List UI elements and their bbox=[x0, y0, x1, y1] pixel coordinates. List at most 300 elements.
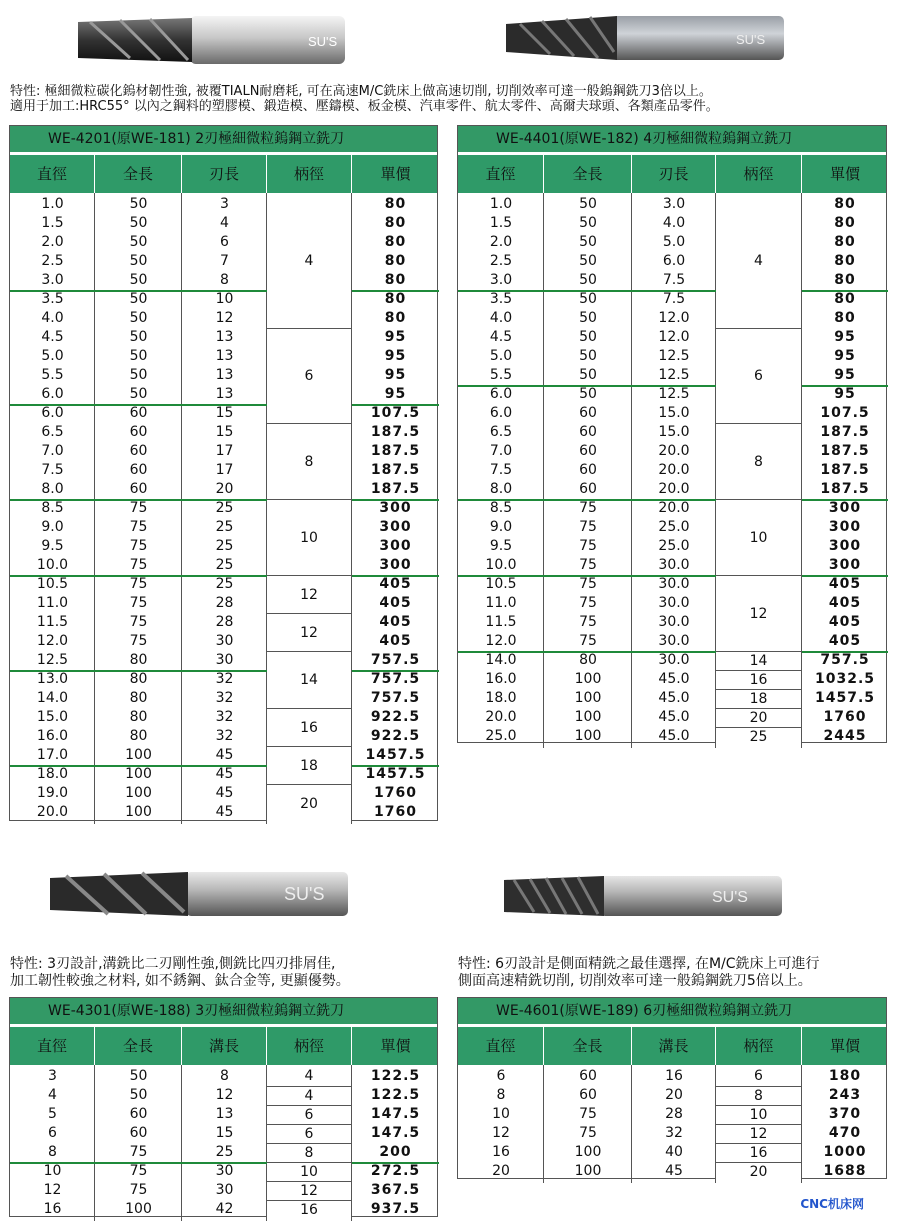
table-cell: 25 bbox=[215, 557, 234, 573]
table-cell: 32 bbox=[215, 671, 234, 687]
shank-cell: 16 bbox=[267, 1200, 351, 1220]
price-cell: 95 bbox=[384, 348, 407, 364]
table-cell: 75 bbox=[579, 614, 597, 630]
price-cell: 187.5 bbox=[370, 443, 421, 459]
price-cell: 80 bbox=[834, 215, 856, 231]
table-cell: 50 bbox=[579, 386, 597, 402]
table-title: WE-4401(原WE-182) 4刃極細微粒鎢鋼立銑刀 bbox=[458, 126, 886, 152]
table-cell: 45 bbox=[665, 1163, 683, 1179]
shank-cell: 10 bbox=[716, 499, 801, 576]
price-cell: 187.5 bbox=[820, 424, 870, 440]
table-cell: 1.0 bbox=[41, 196, 64, 212]
tool-image-2flute bbox=[70, 12, 350, 68]
table-header-row bbox=[10, 1024, 437, 1065]
table-cell: 11.0 bbox=[36, 595, 69, 611]
table-cell: 50 bbox=[129, 1087, 148, 1103]
table-cell: 8.5 bbox=[489, 500, 513, 516]
table-cell: 20 bbox=[492, 1163, 510, 1179]
table-cell: 16 bbox=[665, 1068, 683, 1084]
shank-cell: 8 bbox=[716, 1086, 801, 1106]
top-description bbox=[10, 84, 719, 114]
price-cell: 405 bbox=[828, 633, 862, 649]
table-cell: 13 bbox=[215, 1106, 234, 1122]
table-cell: 50 bbox=[129, 310, 148, 326]
table-header-row bbox=[10, 152, 437, 193]
table-cell: 7.5 bbox=[662, 291, 686, 307]
price-cell: 107.5 bbox=[820, 405, 870, 421]
price-cell: 80 bbox=[834, 253, 856, 269]
table-cell: 17.0 bbox=[36, 747, 69, 763]
table-cell: 2.5 bbox=[41, 253, 64, 269]
column-header: 柄徑 bbox=[267, 155, 352, 193]
table-cell: 25 bbox=[215, 1144, 234, 1160]
shank-cell: 12 bbox=[267, 575, 351, 614]
table-cell: 20.0 bbox=[658, 481, 690, 497]
price-cell: 405 bbox=[828, 595, 862, 611]
column-header: 全長 bbox=[544, 155, 632, 193]
table-cell: 45 bbox=[215, 766, 234, 782]
table-cell: 75 bbox=[129, 500, 148, 516]
table-cell: 25 bbox=[215, 538, 234, 554]
description-line: 加工韌性較強之材料, 如不銹鋼、鈦合金等, 更顯優勢。 bbox=[10, 973, 350, 989]
table-cell: 3.0 bbox=[41, 272, 64, 288]
shank-cell: 12 bbox=[267, 1181, 351, 1201]
price-cell: 80 bbox=[384, 291, 407, 307]
table-cell: 8 bbox=[220, 1068, 229, 1084]
shank-cell: 14 bbox=[716, 651, 801, 671]
price-cell: 300 bbox=[379, 519, 412, 535]
shank-cell: 20 bbox=[267, 784, 351, 823]
shank-cell: 6 bbox=[267, 1124, 351, 1144]
table-cell: 5.0 bbox=[41, 348, 64, 364]
column-header: 全長 bbox=[95, 155, 182, 193]
table-title: WE-4301(原WE-188) 3刃極細微粒鎢鋼立銑刀 bbox=[10, 998, 437, 1024]
table-cell: 32 bbox=[215, 690, 234, 706]
table-body bbox=[458, 1065, 886, 1183]
column-header: 全長 bbox=[544, 1027, 632, 1065]
table-cell: 6 bbox=[220, 234, 229, 250]
table-cell: 30.0 bbox=[658, 633, 690, 649]
table-cell: 50 bbox=[579, 291, 597, 307]
table-body bbox=[10, 193, 437, 824]
shank-cell: 18 bbox=[716, 689, 801, 709]
table-cell: 30 bbox=[215, 1182, 234, 1198]
table-cell: 80 bbox=[129, 690, 148, 706]
table-cell: 28 bbox=[215, 614, 234, 630]
table-cell: 8 bbox=[48, 1144, 57, 1160]
table-cell: 12.5 bbox=[658, 367, 690, 383]
table-cell: 16.0 bbox=[485, 671, 517, 687]
table-cell: 6.5 bbox=[41, 424, 64, 440]
price-cell: 122.5 bbox=[370, 1068, 421, 1084]
table-cell: 20.0 bbox=[658, 500, 690, 516]
price-cell: 272.5 bbox=[370, 1163, 421, 1179]
table-cell: 45.0 bbox=[658, 709, 690, 725]
table-cell: 50 bbox=[129, 386, 148, 402]
table-cell: 60 bbox=[579, 443, 597, 459]
price-cell: 405 bbox=[379, 595, 412, 611]
table-cell: 100 bbox=[574, 690, 602, 706]
table-cell: 12.0 bbox=[658, 310, 690, 326]
shank-cell: 4 bbox=[267, 1086, 351, 1106]
price-cell: 937.5 bbox=[370, 1201, 421, 1217]
shank-cell: 12 bbox=[716, 1124, 801, 1144]
price-cell: 757.5 bbox=[370, 690, 421, 706]
table-cell: 50 bbox=[579, 367, 597, 383]
table-we-4601 bbox=[457, 997, 887, 1179]
column-header: 刃長 bbox=[182, 155, 267, 193]
price-cell: 80 bbox=[384, 196, 407, 212]
table-cell: 12.0 bbox=[485, 633, 517, 649]
price-cell: 300 bbox=[828, 500, 862, 516]
table-cell: 18.0 bbox=[485, 690, 517, 706]
table-cell: 100 bbox=[574, 1144, 602, 1160]
table-cell: 60 bbox=[129, 405, 148, 421]
description-line: 特性: 極細微粒碳化鎢材韌性強, 被覆TIALN耐磨耗, 可在高速M/C銑床上做高速切削, 切削效率可達一般鎢鋼銑刀3倍以上。 bbox=[10, 84, 712, 99]
shank-cell: 20 bbox=[716, 708, 801, 728]
table-cell: 8.0 bbox=[489, 481, 513, 497]
price-cell: 1000 bbox=[823, 1144, 867, 1160]
column-header: 柄徑 bbox=[716, 1027, 802, 1065]
column-header: 溝長 bbox=[632, 1027, 716, 1065]
table-cell: 45 bbox=[215, 747, 234, 763]
price-cell: 405 bbox=[379, 614, 412, 630]
shank-cell: 6 bbox=[716, 1067, 801, 1086]
table-cell: 11.5 bbox=[485, 614, 517, 630]
shank-cell: 6 bbox=[267, 1105, 351, 1125]
table-cell: 15.0 bbox=[658, 405, 690, 421]
table-cell: 100 bbox=[125, 747, 152, 763]
price-cell: 187.5 bbox=[820, 462, 870, 478]
table-cell: 50 bbox=[579, 215, 597, 231]
price-cell: 187.5 bbox=[370, 424, 421, 440]
table-cell: 45 bbox=[215, 804, 234, 820]
table-cell: 28 bbox=[215, 595, 234, 611]
table-cell: 75 bbox=[129, 1163, 148, 1179]
table-cell: 30.0 bbox=[658, 557, 690, 573]
table-cell: 100 bbox=[574, 728, 602, 744]
table-body bbox=[10, 1065, 437, 1221]
table-cell: 4.5 bbox=[489, 329, 513, 345]
tool-image-4flute bbox=[502, 12, 787, 64]
table-cell: 100 bbox=[125, 804, 152, 820]
table-cell: 75 bbox=[579, 557, 597, 573]
table-cell: 20.0 bbox=[485, 709, 517, 725]
table-cell: 45.0 bbox=[658, 728, 690, 744]
price-cell: 1457.5 bbox=[365, 766, 426, 782]
table-cell: 15.0 bbox=[658, 424, 690, 440]
table-cell: 60 bbox=[129, 1125, 148, 1141]
table-cell: 50 bbox=[129, 367, 148, 383]
price-cell: 80 bbox=[834, 234, 856, 250]
table-cell: 19.0 bbox=[36, 785, 69, 801]
table-cell: 80 bbox=[129, 652, 148, 668]
table-cell: 12 bbox=[43, 1182, 62, 1198]
column-header: 直徑 bbox=[458, 155, 544, 193]
table-cell: 8.5 bbox=[41, 500, 64, 516]
column-header: 直徑 bbox=[10, 1027, 95, 1065]
table-cell: 100 bbox=[574, 1163, 602, 1179]
table-cell: 2.5 bbox=[489, 253, 513, 269]
price-cell: 2445 bbox=[823, 728, 867, 744]
price-cell: 147.5 bbox=[370, 1125, 421, 1141]
table-cell: 20.0 bbox=[36, 804, 69, 820]
price-cell: 757.5 bbox=[370, 652, 421, 668]
price-cell: 300 bbox=[379, 538, 412, 554]
table-cell: 75 bbox=[129, 519, 148, 535]
table-cell: 75 bbox=[129, 538, 148, 554]
shank-cell: 12 bbox=[716, 575, 801, 652]
footer-watermark: CNC机床网 bbox=[800, 1197, 864, 1211]
table-cell: 13 bbox=[215, 329, 234, 345]
table-cell: 28 bbox=[665, 1106, 683, 1122]
shank-cell: 20 bbox=[716, 1162, 801, 1182]
table-cell: 25 bbox=[215, 500, 234, 516]
table-cell: 60 bbox=[129, 481, 148, 497]
price-cell: 80 bbox=[384, 272, 407, 288]
table-cell: 7.5 bbox=[489, 462, 513, 478]
table-cell: 10 bbox=[43, 1163, 62, 1179]
table-cell: 12.5 bbox=[658, 348, 690, 364]
column-header: 單價 bbox=[380, 165, 411, 183]
table-cell: 60 bbox=[129, 1106, 148, 1122]
table-cell: 7 bbox=[220, 253, 229, 269]
table-cell: 50 bbox=[579, 234, 597, 250]
table-cell: 75 bbox=[129, 633, 148, 649]
table-cell: 75 bbox=[129, 614, 148, 630]
price-cell: 1760 bbox=[374, 785, 417, 801]
tool-logo-text: SU'S bbox=[736, 32, 766, 47]
price-cell: 95 bbox=[384, 386, 407, 402]
table-cell: 8 bbox=[220, 272, 229, 288]
price-cell: 80 bbox=[834, 272, 856, 288]
table-cell: 25.0 bbox=[658, 519, 690, 535]
price-cell: 95 bbox=[834, 386, 856, 402]
price-cell: 80 bbox=[384, 253, 407, 269]
price-cell: 187.5 bbox=[820, 443, 870, 459]
table-cell: 20 bbox=[215, 481, 234, 497]
shank-cell: 6 bbox=[716, 328, 801, 424]
table-cell: 8.0 bbox=[41, 481, 64, 497]
table-cell: 3.5 bbox=[489, 291, 513, 307]
table-title: WE-4201(原WE-181) 2刃極細微粒鎢鋼立銑刀 bbox=[10, 126, 437, 152]
table-cell: 4.0 bbox=[489, 310, 513, 326]
table-cell: 2.0 bbox=[41, 234, 64, 250]
price-cell: 757.5 bbox=[820, 652, 870, 668]
table-cell: 60 bbox=[579, 481, 597, 497]
table-cell: 20 bbox=[665, 1087, 683, 1103]
table-cell: 30.0 bbox=[658, 614, 690, 630]
tool-logo-text: SU'S bbox=[308, 34, 338, 49]
table-cell: 100 bbox=[125, 1201, 152, 1217]
table-cell: 30.0 bbox=[658, 595, 690, 611]
description-line: 側面高速精銑切削, 切削效率可達一般鎢鋼銑刀5倍以上。 bbox=[458, 973, 812, 989]
table-cell: 13 bbox=[215, 386, 234, 402]
price-cell: 367.5 bbox=[370, 1182, 421, 1198]
table-cell: 6.0 bbox=[489, 386, 513, 402]
table-cell: 80 bbox=[129, 728, 148, 744]
shank-cell: 14 bbox=[267, 651, 351, 709]
price-cell: 757.5 bbox=[370, 671, 421, 687]
table-cell: 6 bbox=[496, 1068, 506, 1084]
table-cell: 4.0 bbox=[662, 215, 686, 231]
price-cell: 95 bbox=[834, 329, 856, 345]
table-cell: 80 bbox=[579, 652, 597, 668]
price-cell: 405 bbox=[828, 576, 862, 592]
table-cell: 4 bbox=[220, 215, 229, 231]
price-cell: 1457.5 bbox=[814, 690, 876, 706]
table-cell: 30 bbox=[215, 633, 234, 649]
price-cell: 187.5 bbox=[820, 481, 870, 497]
table-cell: 40 bbox=[665, 1144, 683, 1160]
table-cell: 1.0 bbox=[489, 196, 513, 212]
price-cell: 147.5 bbox=[370, 1106, 421, 1122]
table-cell: 75 bbox=[579, 1125, 597, 1141]
table-cell: 75 bbox=[129, 1144, 148, 1160]
table-cell: 60 bbox=[129, 462, 148, 478]
price-cell: 243 bbox=[828, 1087, 862, 1103]
table-cell: 5.0 bbox=[489, 348, 513, 364]
t6-description bbox=[458, 956, 820, 990]
table-cell: 50 bbox=[129, 348, 148, 364]
shank-cell: 10 bbox=[267, 1162, 351, 1182]
table-cell: 15.0 bbox=[36, 709, 69, 725]
column-header: 刃長 bbox=[632, 155, 716, 193]
table-cell: 13.0 bbox=[36, 671, 69, 687]
price-cell: 922.5 bbox=[370, 728, 421, 744]
table-cell: 100 bbox=[125, 785, 152, 801]
table-cell: 50 bbox=[579, 310, 597, 326]
table-cell: 50 bbox=[129, 272, 148, 288]
table-cell: 50 bbox=[579, 272, 597, 288]
table-cell: 6.0 bbox=[489, 405, 513, 421]
table-cell: 60 bbox=[579, 1087, 597, 1103]
tool-logo-text: SU'S bbox=[284, 884, 325, 904]
table-cell: 3 bbox=[220, 196, 229, 212]
price-cell: 95 bbox=[384, 367, 407, 383]
table-cell: 32 bbox=[215, 728, 234, 744]
table-cell: 7.5 bbox=[662, 272, 686, 288]
table-body bbox=[458, 193, 886, 748]
table-cell: 45 bbox=[215, 785, 234, 801]
table-cell: 15 bbox=[215, 1125, 234, 1141]
table-cell: 5.5 bbox=[489, 367, 513, 383]
price-cell: 80 bbox=[384, 215, 407, 231]
tool-logo-text: SU'S bbox=[712, 889, 748, 906]
table-cell: 16 bbox=[43, 1201, 62, 1217]
table-cell: 4.0 bbox=[41, 310, 64, 326]
table-cell: 100 bbox=[574, 709, 602, 725]
price-cell: 300 bbox=[379, 557, 412, 573]
price-cell: 80 bbox=[834, 310, 856, 326]
table-cell: 75 bbox=[579, 595, 597, 611]
shank-cell: 25 bbox=[716, 727, 801, 747]
price-cell: 1688 bbox=[823, 1163, 867, 1179]
table-cell: 50 bbox=[129, 291, 148, 307]
table-cell: 11.5 bbox=[36, 614, 69, 630]
table-cell: 25.0 bbox=[658, 538, 690, 554]
table-cell: 16.0 bbox=[36, 728, 69, 744]
table-cell: 13 bbox=[215, 348, 234, 364]
table-cell: 12 bbox=[215, 310, 234, 326]
table-cell: 10.0 bbox=[36, 557, 69, 573]
price-cell: 107.5 bbox=[370, 405, 421, 421]
table-cell: 6.0 bbox=[41, 386, 64, 402]
table-cell: 3.5 bbox=[41, 291, 64, 307]
table-cell: 7.0 bbox=[489, 443, 513, 459]
table-cell: 9.0 bbox=[41, 519, 64, 535]
table-cell: 9.5 bbox=[489, 538, 513, 554]
column-header: 單價 bbox=[829, 1037, 860, 1055]
table-cell: 20.0 bbox=[658, 462, 690, 478]
table-cell: 5.0 bbox=[662, 234, 686, 250]
table-cell: 7.0 bbox=[41, 443, 64, 459]
column-header: 直徑 bbox=[458, 1027, 544, 1065]
table-cell: 32 bbox=[665, 1125, 683, 1141]
price-cell: 405 bbox=[828, 614, 862, 630]
table-cell: 75 bbox=[129, 1182, 148, 1198]
table-cell: 12.5 bbox=[36, 652, 69, 668]
tool-image-6flute bbox=[500, 872, 785, 920]
column-header: 直徑 bbox=[10, 155, 95, 193]
table-cell: 2.0 bbox=[489, 234, 513, 250]
shank-cell: 10 bbox=[267, 499, 351, 576]
table-cell: 80 bbox=[129, 709, 148, 725]
table-cell: 25 bbox=[215, 519, 234, 535]
table-cell: 1.5 bbox=[489, 215, 513, 231]
table-cell: 18.0 bbox=[36, 766, 69, 782]
table-cell: 60 bbox=[129, 424, 148, 440]
table-cell: 32 bbox=[215, 709, 234, 725]
table-cell: 4 bbox=[48, 1087, 57, 1103]
table-cell: 5 bbox=[48, 1106, 57, 1122]
table-cell: 75 bbox=[579, 519, 597, 535]
shank-cell: 8 bbox=[267, 1143, 351, 1163]
table-cell: 14.0 bbox=[485, 652, 517, 668]
table-cell: 6.5 bbox=[489, 424, 513, 440]
table-cell: 42 bbox=[215, 1201, 234, 1217]
table-cell: 15 bbox=[215, 405, 234, 421]
table-cell: 75 bbox=[579, 538, 597, 554]
table-cell: 50 bbox=[129, 329, 148, 345]
table-cell: 12.0 bbox=[658, 329, 690, 345]
price-cell: 300 bbox=[379, 500, 412, 516]
table-we-4401 bbox=[457, 125, 887, 743]
table-cell: 50 bbox=[579, 196, 597, 212]
price-cell: 95 bbox=[384, 329, 407, 345]
table-header-row bbox=[458, 152, 886, 193]
shank-cell: 18 bbox=[267, 746, 351, 785]
table-cell: 75 bbox=[129, 595, 148, 611]
table-cell: 20.0 bbox=[658, 443, 690, 459]
table-cell: 30.0 bbox=[658, 652, 690, 668]
table-cell: 60 bbox=[579, 1068, 597, 1084]
table-cell: 11.0 bbox=[485, 595, 517, 611]
table-cell: 75 bbox=[129, 557, 148, 573]
table-cell: 50 bbox=[579, 253, 597, 269]
table-cell: 1.5 bbox=[41, 215, 64, 231]
price-cell: 922.5 bbox=[370, 709, 421, 725]
price-cell: 405 bbox=[379, 576, 412, 592]
table-cell: 3.0 bbox=[662, 196, 686, 212]
table-cell: 50 bbox=[129, 215, 148, 231]
shank-cell: 8 bbox=[267, 423, 351, 500]
table-cell: 17 bbox=[215, 462, 234, 478]
tool-image-3flute bbox=[46, 868, 351, 920]
table-cell: 50 bbox=[129, 1068, 148, 1084]
table-cell: 3.0 bbox=[489, 272, 513, 288]
table-cell: 4.5 bbox=[41, 329, 64, 345]
